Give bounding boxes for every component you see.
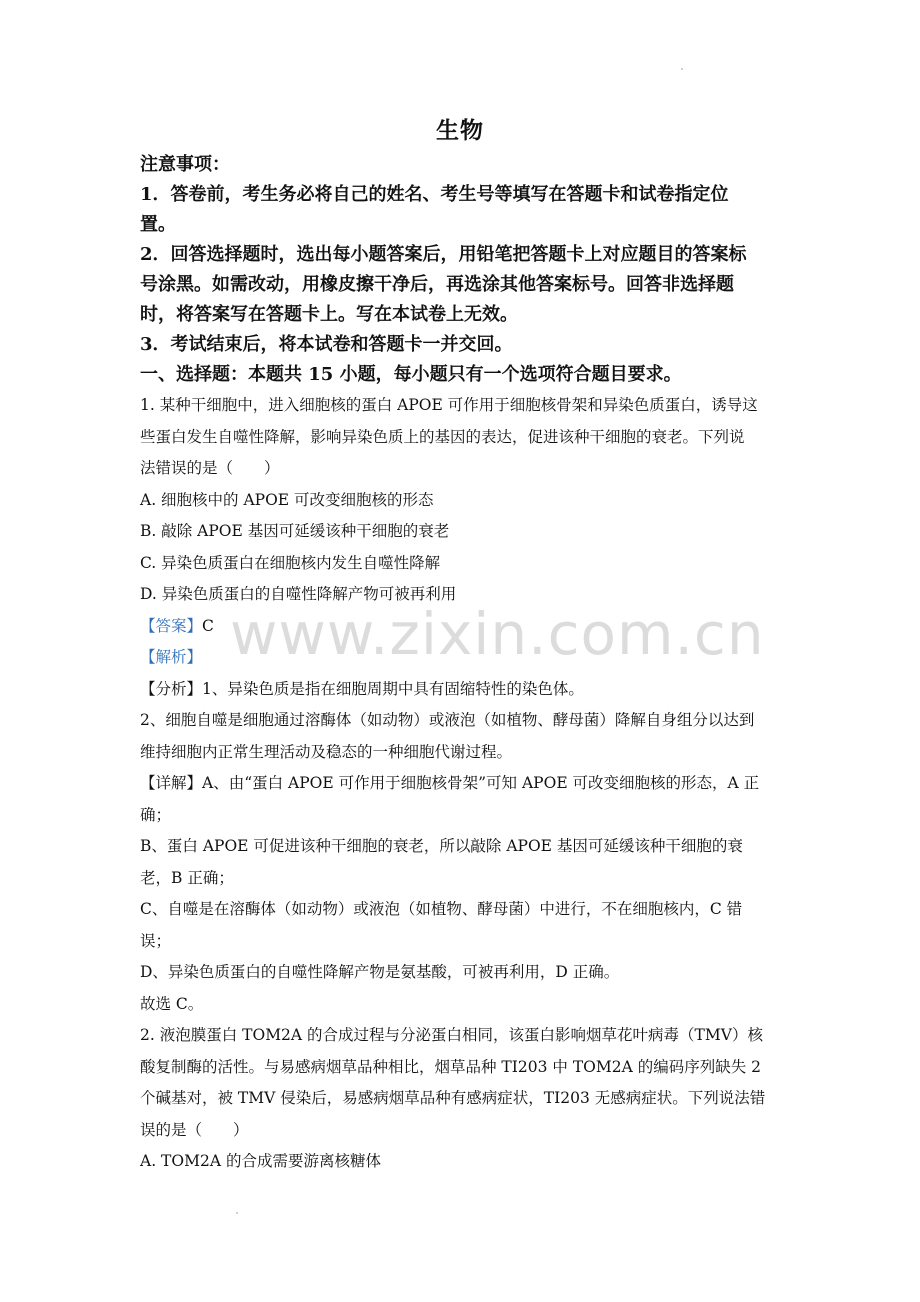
detail-label: 【详解】 bbox=[140, 774, 203, 792]
question-stem: 1. 某种干细胞中，进入细胞核的蛋白 APOE 可作用于细胞核骨架和异染色质蛋白，诱导这 bbox=[140, 396, 758, 414]
option-d: D. 异染色质蛋白的自噬性降解产物可被再利用 bbox=[140, 585, 457, 603]
notice-item-2: 2．回答选择题时，选出每小题答案后，用铅笔把答题卡上对应题目的答案标 bbox=[140, 244, 747, 265]
notice-item-1-cont: 置。 bbox=[140, 214, 176, 235]
question-stem-cont: 个碱基对，被 TMV 侵染后，易感病烟草品种有感病症状，TI203 无感病症状。下列说法错 bbox=[140, 1089, 766, 1107]
scan-dot bbox=[681, 68, 683, 70]
detail-text: D、异染色质蛋白的自噬性降解产物是氨基酸，可被再利用，D 正确。 bbox=[140, 963, 620, 981]
detail-text: A、由“蛋白 APOE 可作用于细胞核骨架”可知 APOE 可改变细胞核的形态，A 正 bbox=[202, 774, 760, 792]
option-a: A. 细胞核中的 APOE 可改变细胞核的形态 bbox=[140, 490, 434, 509]
detail-text: C、自噬是在溶酶体（如动物）或液泡（如植物、酵母菌）中进行，不在细胞核内，C 错 bbox=[140, 900, 743, 918]
conclusion: 故选 C。 bbox=[140, 994, 204, 1013]
watermark: www.zixin.com.cn bbox=[230, 600, 765, 668]
notice-item-2-cont: 时，将答案写在答题卡上。写在本试卷上无效。 bbox=[140, 304, 518, 325]
page-title: 生物 bbox=[436, 117, 484, 144]
detail-line bbox=[140, 768, 782, 800]
detail-text: 误； bbox=[140, 931, 172, 950]
question-stem-cont: 些蛋白发生自噬性降解，影响异染色质上的基因的表达，促进该种干细胞的衰老。下列说 bbox=[140, 427, 745, 446]
question-stem-cont: 酸复制酶的活性。与易感病烟草品种相比，烟草品种 TI203 中 TOM2A 的编码序列缺失 2 bbox=[140, 1057, 762, 1076]
option-c: C. 异染色质蛋白在细胞核内发生自噬性降解 bbox=[140, 553, 441, 572]
question-stem-cont: 误的是（ ） bbox=[140, 1120, 249, 1139]
question-stem-cont: 法错误的是（ ） bbox=[140, 459, 280, 477]
answer-label: 【答案】 bbox=[140, 616, 203, 635]
fenxi-text: 1、异染色质是指在细胞周期中具有固缩特性的染色体。 bbox=[202, 679, 584, 698]
option-a: A. TOM2A 的合成需要游离核糖体 bbox=[140, 1152, 381, 1170]
question-stem: 2. 液泡膜蛋白 TOM2A 的合成过程与分泌蛋白相同，该蛋白影响烟草花叶病毒（TMV）核 bbox=[140, 1026, 763, 1044]
notice-item-1: 1．答卷前，考生务必将自己的姓名、考生号等填写在答题卡和试卷指定位 bbox=[140, 184, 729, 205]
fenxi-text: 2、细胞自噬是细胞通过溶酶体（如动物）或液泡（如植物、酵母菌）降解自身组分以达到 bbox=[140, 711, 755, 729]
question-2 bbox=[140, 1020, 782, 1178]
scan-dot bbox=[236, 1212, 238, 1214]
notice-heading: 注意事项： bbox=[140, 154, 230, 175]
detail-text: 老，B 正确； bbox=[140, 868, 234, 887]
analysis-label: 【解析】 bbox=[140, 648, 203, 666]
answer-value: C bbox=[202, 616, 214, 635]
detail-text: 确； bbox=[140, 805, 172, 824]
section-heading: 一、选择题：本题共 15 小题，每小题只有一个选项符合题目要求。 bbox=[140, 364, 682, 385]
fenxi-line bbox=[140, 674, 782, 706]
question-1 bbox=[140, 390, 782, 1020]
fenxi-text: 维持细胞内正常生理活动及稳态的一种细胞代谢过程。 bbox=[140, 742, 513, 761]
option-b: B. 敲除 APOE 基因可延缓该种干细胞的衰老 bbox=[140, 522, 450, 540]
notice-item-2-cont: 号涂黑。如需改动，用橡皮擦干净后，再选涂其他答案标号。回答非选择题 bbox=[140, 274, 734, 295]
detail-text: B、蛋白 APOE 可促进该种干细胞的衰老，所以敲除 APOE 基因可延缓该种干细胞的衰 bbox=[140, 837, 743, 855]
notice-item-3: 3．考试结束后，将本试卷和答题卡一并交回。 bbox=[140, 334, 513, 355]
fenxi-label: 【分析】 bbox=[140, 679, 203, 698]
notice-section bbox=[140, 150, 782, 360]
